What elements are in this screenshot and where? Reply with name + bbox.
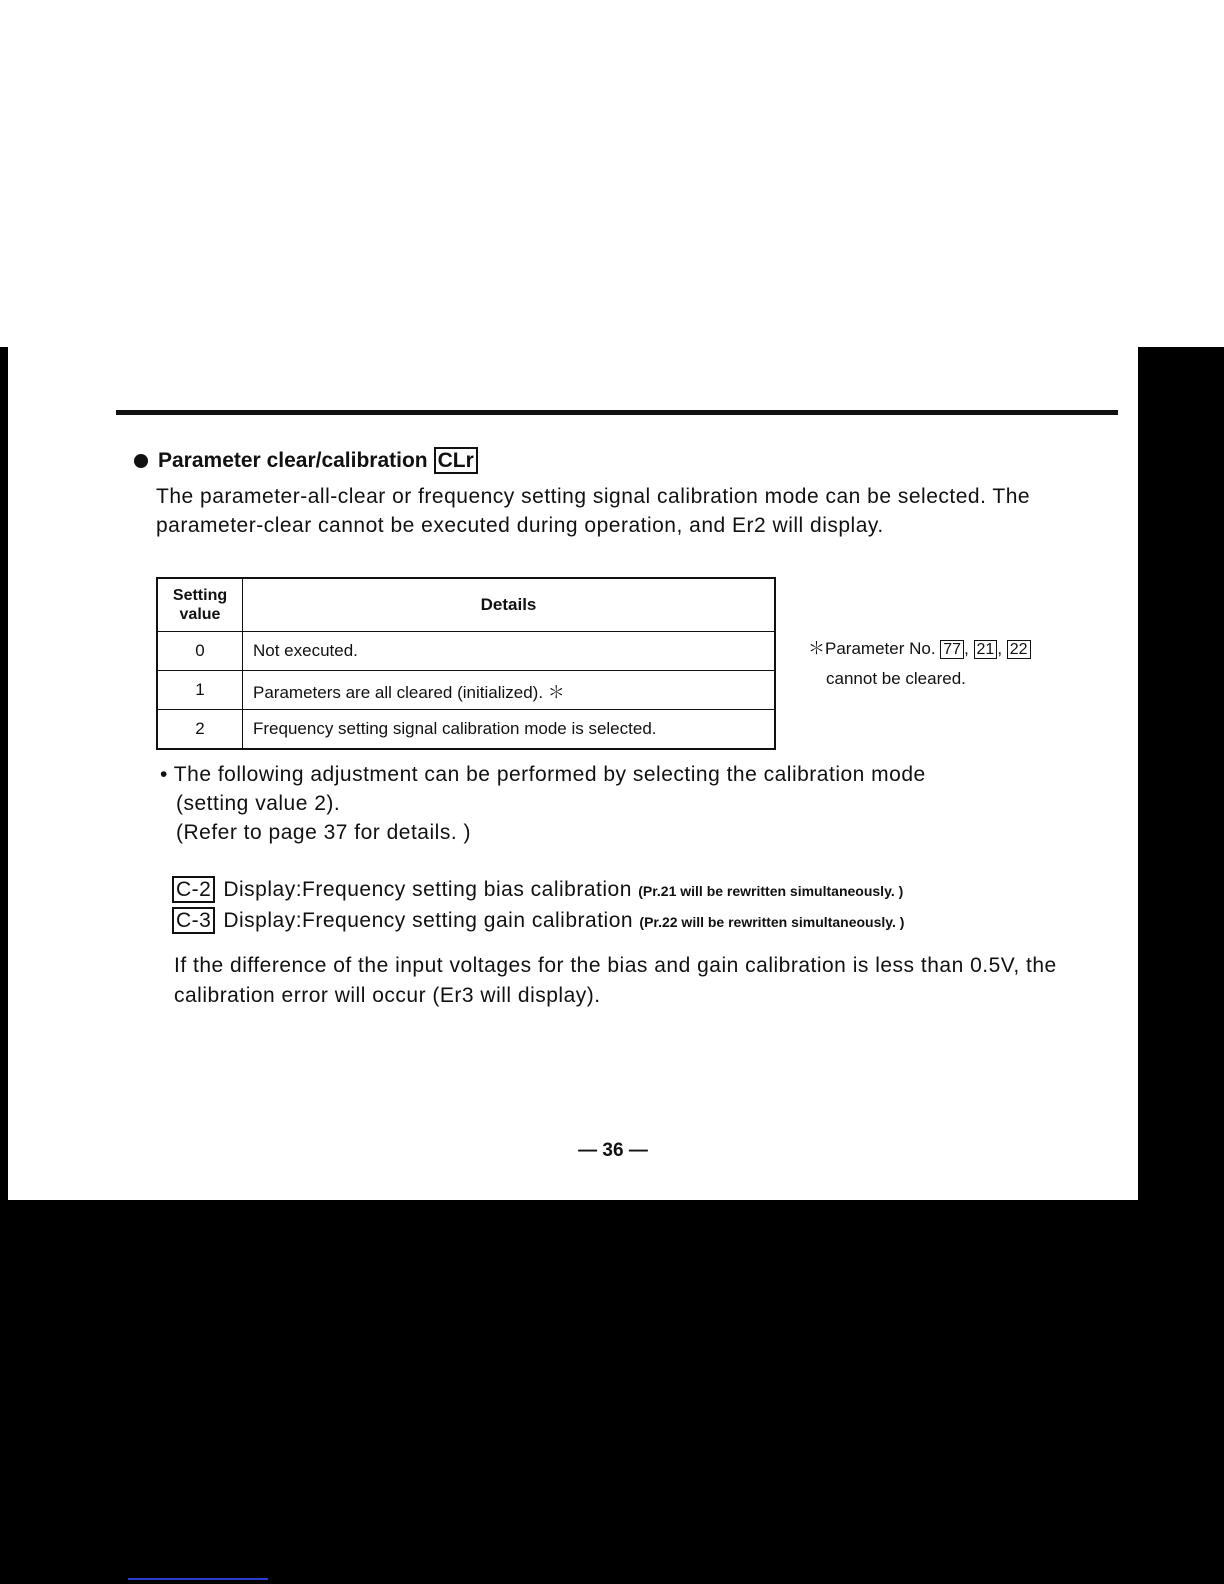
row-value: 0 <box>157 632 243 671</box>
table-row <box>157 710 775 750</box>
heading-title: Parameter clear/calibration <box>158 448 428 472</box>
scan-border-bottom <box>0 1200 1224 1584</box>
note-prefix: ＊Parameter No. <box>808 639 936 658</box>
row-details: Frequency setting signal calibration mode is selected. <box>243 710 776 750</box>
display-list <box>172 875 904 937</box>
param-box: 21 <box>974 640 998 659</box>
section-heading <box>134 447 478 474</box>
row-value: 2 <box>157 710 243 750</box>
row-details: Not executed. <box>243 632 776 671</box>
note-line2: cannot be cleared. <box>826 669 966 688</box>
header-setting-value: Setting value <box>157 578 243 632</box>
row-details: Parameters are all cleared (initialized). ＊ <box>243 671 776 710</box>
bullet-icon <box>134 454 148 468</box>
display-text: Display:Frequency setting gain calibration <box>223 909 634 932</box>
intro-paragraph: The parameter-all-clear or frequency setting signal calibration mode can be selected. The parameter-clear cannot be executed during operation, and Er2 will display. <box>156 485 1031 537</box>
display-note: (Pr.21 will be rewritten simultaneously. ) <box>638 883 904 899</box>
scan-border-left <box>0 347 8 1203</box>
settings-table <box>156 577 776 750</box>
follow-line2: (setting value 2). <box>176 792 341 815</box>
row-value: 1 <box>157 671 243 710</box>
display-item <box>172 906 904 937</box>
adjustment-paragraph <box>160 760 1100 847</box>
display-note: (Pr.22 will be rewritten simultaneously. ) <box>639 914 905 930</box>
note-line1: ＊Parameter No. 77 , 21 , 22 <box>808 634 1031 664</box>
table-row <box>157 632 775 671</box>
follow-line1: • The following adjustment can be performed by selecting the calibration mode <box>160 763 926 786</box>
header-details: Details <box>243 578 776 632</box>
display-code: C-2 <box>172 876 215 903</box>
table-header-row <box>157 578 775 632</box>
display-code: C-3 <box>172 907 215 934</box>
error-paragraph: If the difference of the input voltages for the bias and gain calibration is less than 0.5V, the calibration error will occur (Er3 will display). <box>174 954 1057 1007</box>
display-text: Display:Frequency setting bias calibration <box>223 878 632 901</box>
heading-code: CLr <box>434 447 478 474</box>
table-row <box>157 671 775 710</box>
display-item <box>172 875 904 906</box>
side-note <box>808 634 1031 693</box>
header-rule <box>116 410 1118 415</box>
follow-line3: (Refer to page 37 for details. ) <box>176 821 471 844</box>
scan-blue-mark <box>128 1578 268 1580</box>
page-number: — 36 — <box>578 1140 648 1161</box>
param-box: 77 <box>940 640 964 659</box>
param-box: 22 <box>1007 640 1031 659</box>
